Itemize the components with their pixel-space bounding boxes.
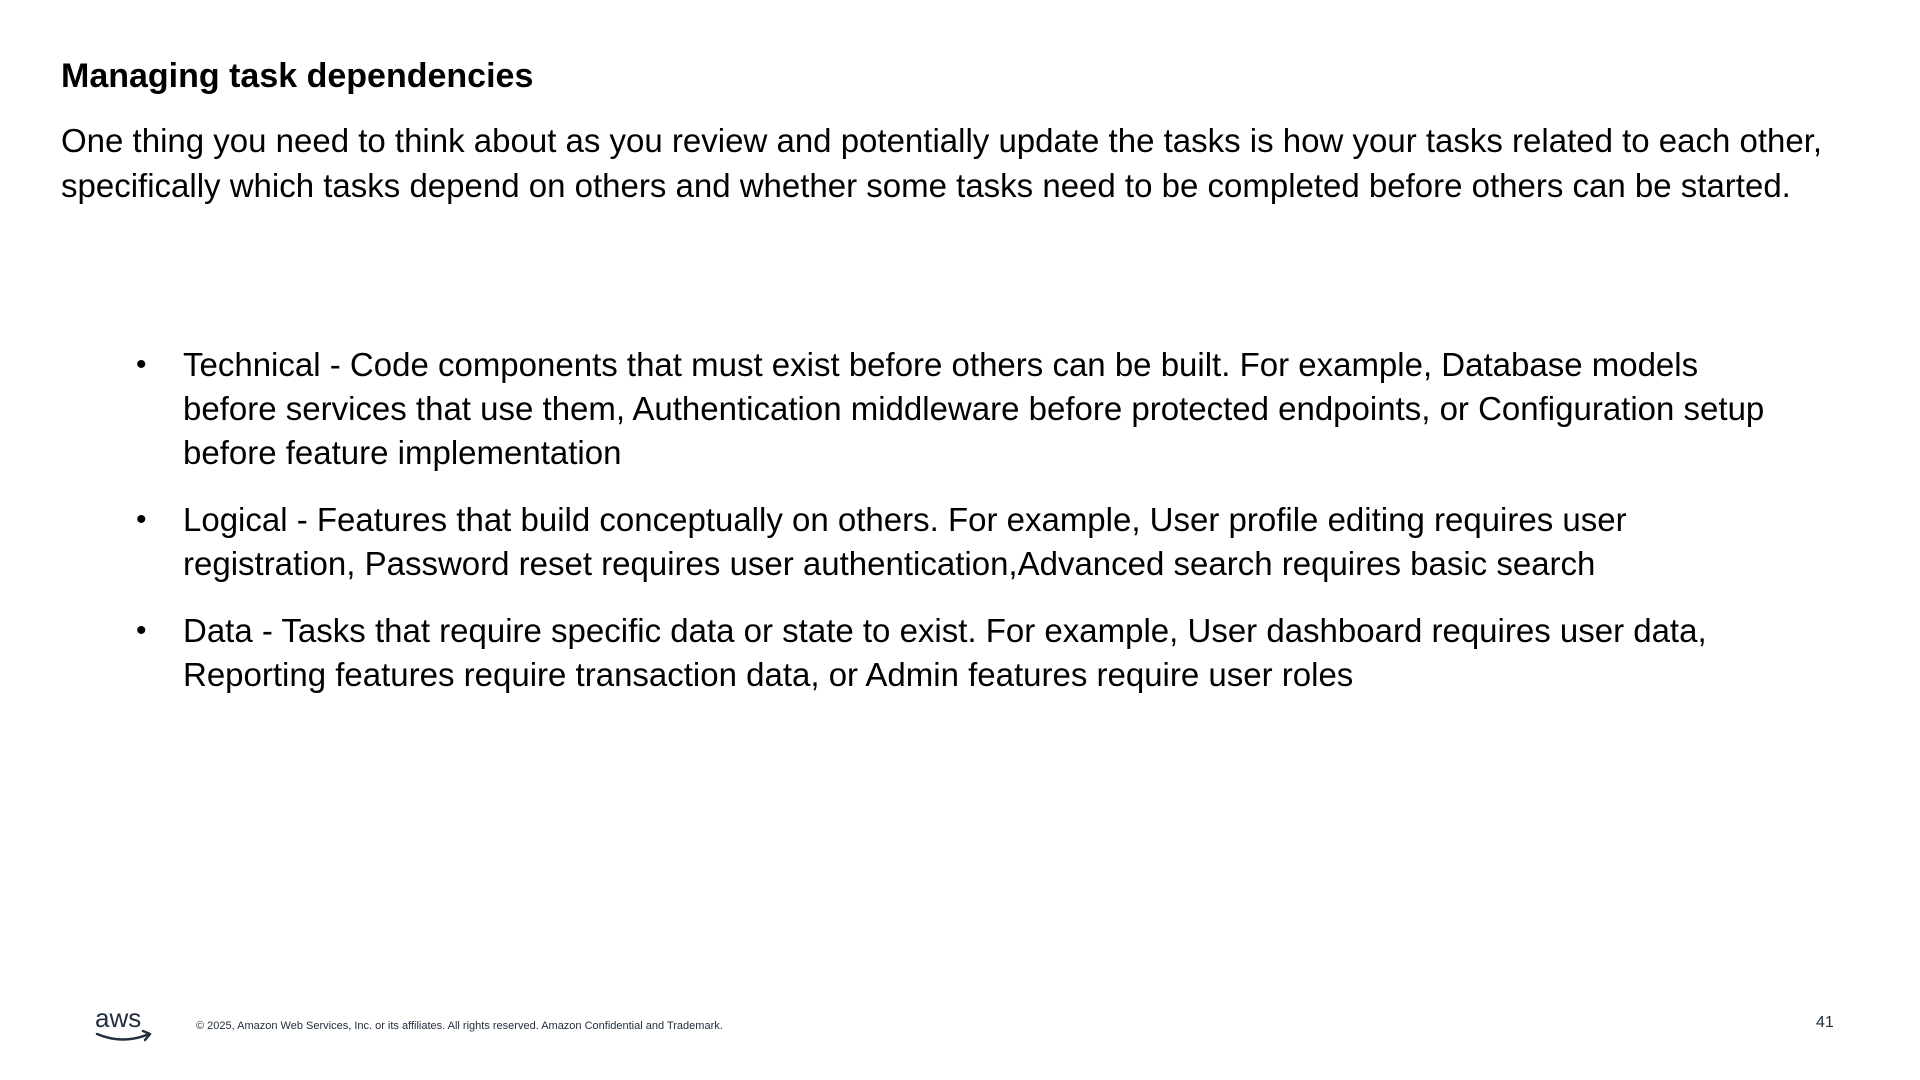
intro-paragraph: One thing you need to think about as you review and potentially update the tasks is how your tasks related to each other, specifically which tasks depend on others and whether some tasks need to be completed before others can be started. [61,122,1823,204]
list-item-text: Technical - Code components that must exist before others can be built. For example, Database models before services that use them, Authentication middleware before protected endpoints, or Configuration setup before feature implementation [183,346,1765,471]
aws-smile-icon [97,1034,149,1040]
copyright-notice: © 2025, Amazon Web Services, Inc. or its affiliates. All rights reserved. Amazon Confidential and Trademark. [196,1020,723,1032]
list-item-text: Data - Tasks that require specific data or state to exist. For example, User dashboard requires user data, Reporting features require transaction data, or Admin features require user roles [183,612,1707,693]
aws-logo-icon [93,1001,157,1045]
bullet-icon: • [136,348,147,381]
list-item-text: Logical - Features that build conceptually on others. For example, User profile editing requires user registration, Password reset requires user authentication,Advanced search requires basic search [183,501,1627,582]
slide-title: Managing task dependencies [61,57,534,95]
bullet-icon: • [136,503,147,536]
list-item [136,343,1776,475]
aws-logo-text: aws [95,1003,142,1033]
bullet-icon: • [136,614,147,647]
dependency-list [136,343,1776,720]
page-number: 41 [1816,1014,1834,1031]
list-item [136,498,1776,586]
list-item [136,609,1776,697]
